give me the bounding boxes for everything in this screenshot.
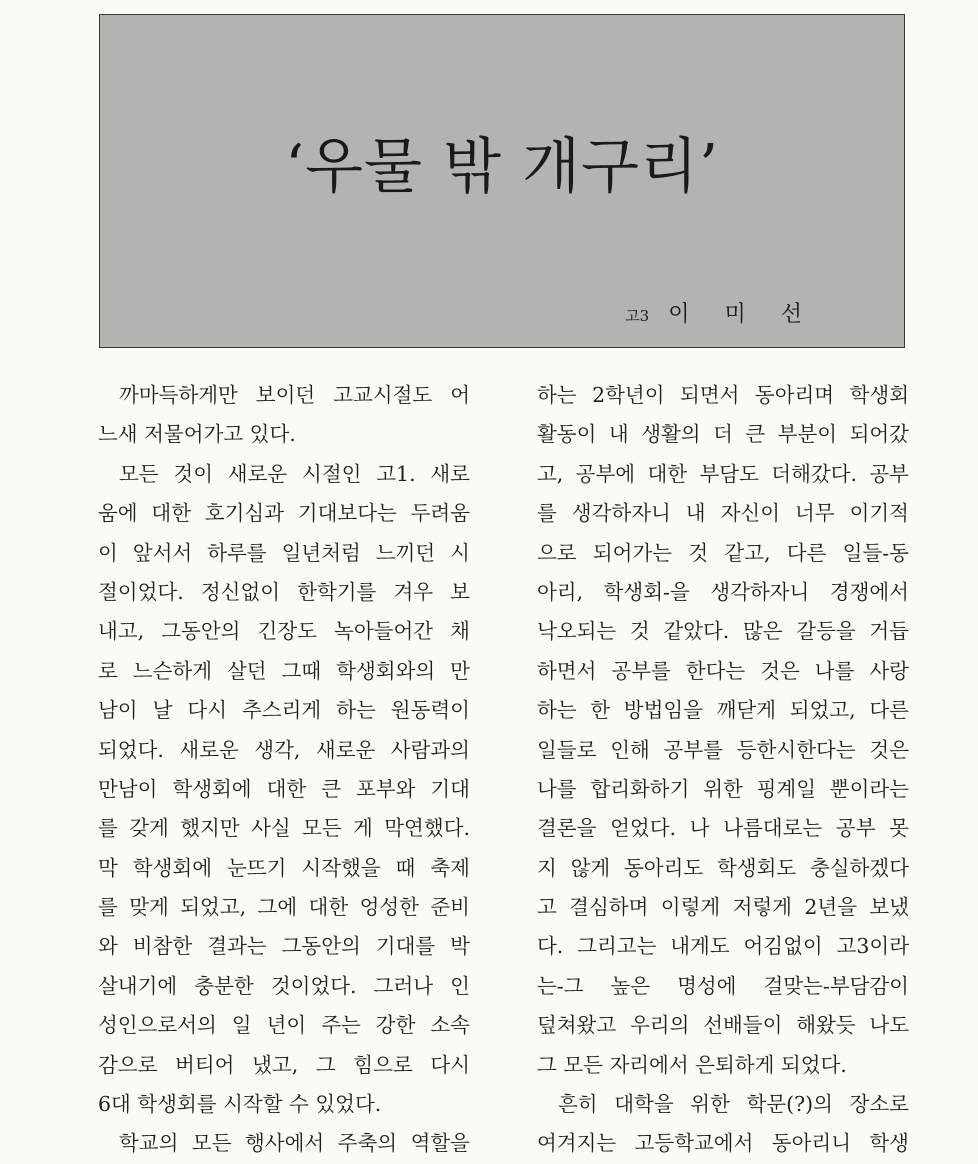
text-line: 를 갖게 했지만 사실 모든 게 막연했다.: [98, 816, 470, 841]
text-line: 흔히 대학을 위한 학문(?)의 장소로: [558, 1092, 909, 1117]
text-line: 로 느슨하게 살던 그때 학생회와의 만: [98, 658, 470, 683]
text-line: 여겨지는 고등학교에서 동아리니 학생: [537, 1131, 909, 1156]
text-line: 움에 대한 호기심과 기대보다는 두려움: [98, 501, 470, 526]
text-line: 결론을 얻었다. 나 나름대로는 공부 못: [537, 816, 909, 841]
text-line: 하는 한 방법임을 깨닫게 되었고, 다른: [537, 698, 909, 723]
text-line: 고, 공부에 대한 부담도 더해갔다. 공부: [537, 461, 909, 486]
author-grade: 고3: [625, 307, 650, 325]
text-line: 다. 그리고는 내게도 어김없이 고3이라: [537, 934, 909, 959]
text-line: 감으로 버티어 냈고, 그 힘으로 다시: [98, 1052, 470, 1077]
text-line: 지 않게 동아리도 학생회도 충실하겠다: [537, 855, 909, 880]
body-column-right: [537, 376, 909, 1164]
text-line: 하면서 공부를 한다는 것은 나를 사랑: [537, 658, 909, 683]
text-line: 나를 합리화하기 위한 핑계일 뿐이라는: [537, 776, 909, 801]
text-line: 는-그 높은 명성에 걸맞는-부담감이: [537, 973, 909, 998]
text-line: 성인으로서의 일 년이 주는 강한 소속: [98, 1013, 470, 1038]
text-line: 와 비참한 결과는 그동안의 기대를 박: [98, 934, 470, 959]
author-name: 이 미 선: [668, 302, 816, 327]
text-line: 남이 날 다시 추스리게 하는 원동력이: [98, 698, 470, 723]
text-line: 느새 저물어가고 있다.: [98, 422, 296, 447]
text-line: 막 학생회에 눈뜨기 시작했을 때 축제: [98, 855, 470, 880]
text-line: 살내기에 충분한 것이었다. 그러나 인: [98, 973, 470, 998]
text-line: 이 앞서서 하루를 일년처럼 느끼던 시: [98, 540, 470, 565]
author-byline: [625, 297, 816, 328]
text-line: 내고, 그동안의 긴장도 녹아들어간 채: [98, 619, 470, 644]
text-line: 절이었다. 정신없이 한학기를 겨우 보: [98, 579, 470, 604]
text-line: 으로 되어가는 것 같고, 다른 일들-동: [537, 540, 909, 565]
text-line: 를 맞게 되었고, 그에 대한 엉성한 준비: [98, 895, 470, 920]
body-column-left: [98, 376, 470, 1164]
text-line: 를 생각하자니 내 자신이 너무 이기적: [537, 501, 909, 526]
text-line: 되었다. 새로운 생각, 새로운 사람과의: [98, 737, 470, 762]
text-line: 6대 학생회를 시작할 수 있었다.: [98, 1092, 382, 1117]
text-line: 만남이 학생회에 대한 큰 포부와 기대: [98, 776, 470, 801]
text-line: 고 결심하며 이렇게 저렇게 2년을 보냈: [537, 895, 909, 920]
text-line: 낙오되는 것 같았다. 많은 갈등을 거듭: [537, 619, 909, 644]
text-line: 그 모든 자리에서 은퇴하게 되었다.: [537, 1052, 847, 1077]
title-banner: [99, 14, 905, 348]
text-line: 학교의 모든 행사에서 주축의 역할을: [119, 1131, 470, 1156]
text-line: 모든 것이 새로운 시절인 고1. 새로: [119, 461, 470, 486]
text-line: 하는 2학년이 되면서 동아리며 학생회: [537, 383, 909, 407]
text-line: 일들로 인해 공부를 등한시한다는 것은: [537, 737, 909, 762]
article-title: ‘우물 밖 개구리’: [284, 132, 720, 202]
text-line: 활동이 내 생활의 더 큰 부분이 되어갔: [537, 422, 909, 447]
text-line: 아리, 학생회-을 생각하자니 경쟁에서: [537, 579, 909, 604]
text-line: 덮쳐왔고 우리의 선배들이 해왔듯 나도: [537, 1013, 909, 1038]
text-line: 까마득하게만 보이던 고교시절도 어: [119, 383, 470, 407]
